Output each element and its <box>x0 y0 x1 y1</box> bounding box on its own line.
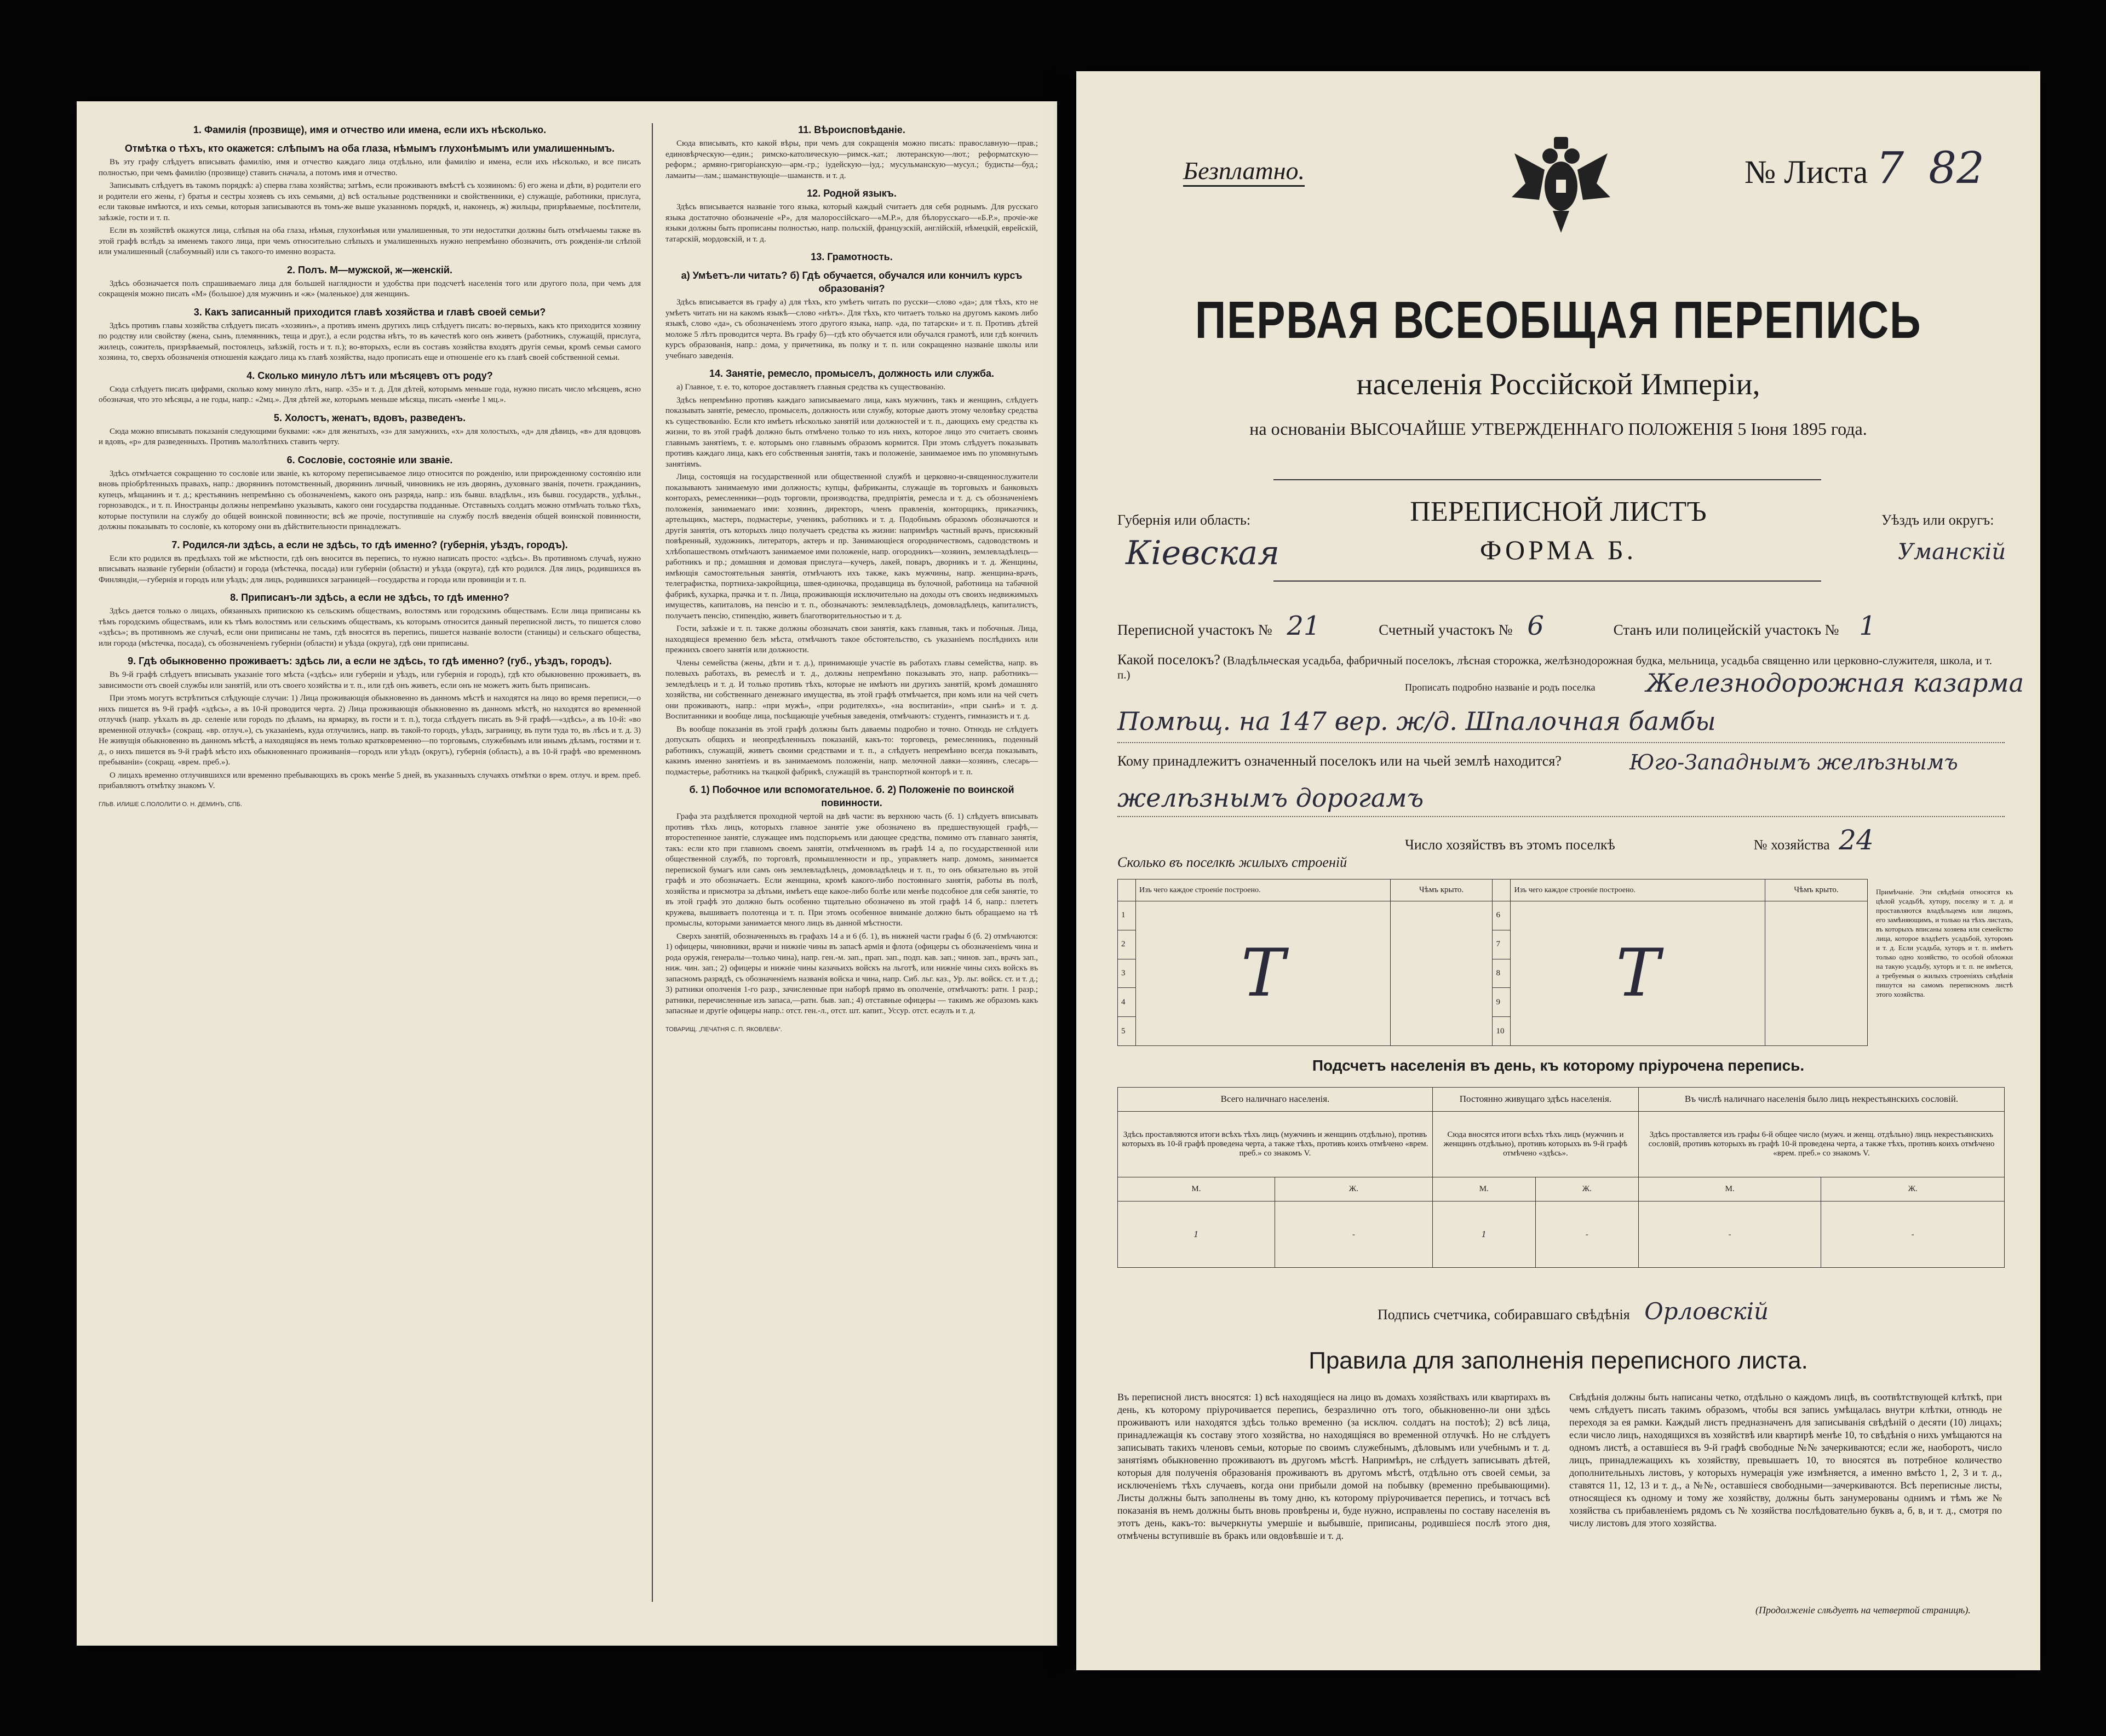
col1-paragraph: Сюда слѣдуетъ писать цифрами, сколько кому минуло лѣтъ, напр. «35» и т. д. Для дѣтей, которымъ меньше года, нужно писать число мѣсяцевъ, ясно обозначая, что это мѣсяцы, а не годы, напр.: «2мц.». Для дѣтей же, которымъ меньше мѣсяца, писать «менѣе 1 мц.». <box>99 384 641 404</box>
col2-heading: 13. Грамотность. <box>811 251 893 262</box>
col2-printer-line: ТОВАРИЩ. „ПЕЧАТНЯ С. П. ЯКОВЛЕВА“. <box>665 1026 782 1033</box>
col1-printer-line: ГЛЬВ. ИЛИШЕ С.ПОЛОЛИТИ О. Н. ДЕМИНЪ, СПБ. <box>99 801 242 808</box>
m-label: М. <box>1432 1177 1535 1202</box>
rules-column-2: Свѣдѣнія должны быть написаны четко, отдѣльно о каждомъ лицѣ, въ соотвѣтствующей клѣткѣ, при чемъ слѣдуетъ писать такимъ образомъ, чтобы вся запись умѣщалась внутри клѣтки, отнюдь не переходя за ея рамки. Каждый листъ предназначенъ для записыванія свѣдѣній о десяти (10) лицахъ; если число лицъ, находящихся въ хозяйствѣ или квартирѣ менѣе 10, то свѣдѣнія о нихъ умѣщаются на одномъ листѣ, а оставшіеся въ 9-й графѣ свободные №№ зачеркиваются; если же, наоборотъ, число лицъ, принадлежащихъ къ хозяйству, превышаетъ 10, то вносятся въ потребное количество дополнительныхъ листовъ, у которыхъ нумерація уже измѣняется, а именно вмѣсто 1, 2, 3 и т. д., ставятся 11, 12, 13 и т. д., а №№, оставшіеся свободными—зачеркиваются. Всѣ переписные листы, относящіеся къ одному и тому же хозяйству, должны быть занумерованы однимъ и тѣмъ же № хозяйства съ прибавленіемъ рядомъ съ № хозяйства послѣдовательно буквъ а, б, в, и т. д., смотря по числу листовъ для этого хозяйства. <box>1569 1392 2002 1528</box>
uezd-label: Уѣздъ или округъ: <box>1881 512 1994 528</box>
col2-paragraph: Здѣсь вписывается названіе того языка, который каждый считаетъ для себя роднымъ. Для русскаго языка достаточно обозначеніе «Р», для малороссійскаго—«М.Р.», для бѣлорусскаго—«Б.Р.», прочіе-же языки должны быть прописаны полностью, напр. польскій, французскій, англійскій, нѣмецкій, еврейскій, татарскій, мордовскій, и т. д. <box>665 203 1038 244</box>
stan-label: Станъ или полицейскій участокъ № <box>1613 622 1839 638</box>
col1-heading: 5. Холостъ, женатъ, вдовъ, разведенъ. <box>273 412 466 423</box>
buildings-header-roof-2: Чѣмъ крыто. <box>1765 880 1868 901</box>
right-column-instructions <box>665 118 1038 1035</box>
province-value: Кіевская <box>1126 534 1279 572</box>
pop-total-m: 1 <box>1118 1202 1275 1268</box>
col1-heading: 7. Родился-ли здѣсь, а если не здѣсь, то гдѣ именно? (губернія, уѣздъ, городъ). <box>171 539 568 550</box>
free-label: Безплатно. <box>1183 156 1305 187</box>
row-number: 2 <box>1118 930 1136 959</box>
row-number: 7 <box>1493 930 1511 959</box>
pop-col3-title: Въ числѣ наличнаго населенія было лицъ некрестьянскихъ сословій. <box>1638 1088 2004 1112</box>
buildings-note: Примѣчаніе. Эти свѣдѣнія относятся къ цѣлой усадьбѣ, хутору, поселку и т. д. и проставляются владѣльцемъ или лицомъ, его замѣняющимъ, и только на тѣхъ листахъ, въ которыхъ вписаны хозяева или семейство лица, которое владѣетъ усадьбой, хуторомъ и т. д. Если усадьба, хуторъ и т. п. имѣетъ только одно хозяйство, то особой обложки на такую усадьбу, хуторъ и т. п. не имѣется, а требуемыя о жилыхъ строеніяхъ свѣдѣнія пишутся на самомъ переписномъ листѣ этого хозяйства. <box>1876 888 2013 998</box>
settlement-value-2: Помѣщ. на 147 вер. ж/д. Шпалочная бамбы <box>1117 706 1716 736</box>
signature-label: Подпись счетчика, собиравшаго свѣдѣнія <box>1378 1307 1630 1323</box>
pop-col2-title: Постоянно живущаго здѣсь населенія. <box>1432 1088 1638 1112</box>
sheet-number-label: № Листа <box>1745 154 1868 190</box>
row-number: 1 <box>1118 901 1136 930</box>
census-district-value: 21 <box>1287 611 1321 641</box>
buildings-handwriting-right: Т <box>1511 901 1765 1046</box>
col1-heading: 4. Сколько минуло лѣтъ или мѣсяцевъ отъ роду? <box>246 370 493 381</box>
col1-paragraph: О лицахъ временно отлучившихся или временно пребывающихъ въ срокъ менѣе 5 дней, въ указанныхъ случаяхъ отмѣтки о врем. отлуч. и врем. преб. прибавляютъ отмѣтку знакомъ V. <box>99 771 641 790</box>
pop-nonpeasant-m: - <box>1638 1202 1821 1268</box>
col1-heading: 8. Приписанъ-ли здѣсь, а если не здѣсь, то гдѣ именно? <box>230 592 509 603</box>
col2-paragraph: Графа эта раздѣляется проходной чертой на двѣ части: въ верхнюю часть (б. 1) слѣдуетъ вписывать противъ тѣхъ лицъ, которыхъ главное занятіе уже обозначено въ предшествующей графѣ,—второстепенное занятіе, служащее имъ подспорьемъ или дающее средства, помимо отъ главнаго занятія, такъ: если кто при главномъ своемъ занятіи, отмѣченномъ въ графѣ 14 а, по государственной или общественной службѣ, по торговлѣ, промышленности и пр., управляетъ напр. домомъ, занимается перепиской бумагъ или самъ онъ землевладѣлецъ, домовладѣлецъ и т. п., то онъ обязательно въ этой графѣ и это обозначаетъ. Если женщина, кромѣ какого-либо постояннаго занятія, работы въ полѣ, хозяйства и присмотра за дѣтьми, имѣетъ еще какое-либо болѣе или менѣе подсобное для себя занятіе, то въ этой графѣ это должно быть особенно тщательно обозначено въ этой графѣ 14 б, напр.: плететъ кружева, вышиваетъ полотенца и т. п. При этомъ особенное вниманіе должно быть обращаемо на тѣ промыслы, которыми занимается много лицъ въ данной мѣстности. <box>665 812 1038 928</box>
pop-col3-text: Здѣсь проставляется изъ графы 6-й общее число (мужч. и женщ. отдѣльно) лицъ некрестьянскихъ сословій, противъ которыхъ въ графѣ 10-й проведена черта, а также тѣхъ, противъ коихъ отмѣчено «врем. преб.» со знакомъ V. <box>1638 1111 2004 1177</box>
pop-nonpeasant-f: - <box>1821 1202 2005 1268</box>
column-divider <box>652 123 653 1602</box>
col1-paragraph: Здѣсь противъ главы хозяйства слѣдуетъ писать «хозяинъ», а противъ именъ другихъ лицъ слѣдуетъ писать: во-первыхъ, какъ кто приходится хозяину по родству или свойству (жена, сынъ, племянникъ, теща и друг.), а если родства нѣтъ, то въ качествѣ кого онъ живетъ (работникъ, служащій, прислуга, жилецъ, сожитель, призрѣваемый, постоялецъ, заѣзжій, гость и т. п.); во-вторыхъ, если въ составъ хозяйства входятъ другія семьи, кромѣ семьи самого хозяина, то, сверхъ обозначенія отношенія каждаго лица къ главѣ хозяйства, надо прописать еще и отношеніе его къ главѣ своей собственной семьи. <box>99 321 641 362</box>
col2-heading: а) Умѣетъ-ли читать? б) Гдѣ обучается, обучался или кончилъ курсъ образованія? <box>681 270 1023 294</box>
buildings-label: Сколько въ поселкѣ жилыхъ строеній <box>1117 854 1347 870</box>
col2-heading: б. 1) Побочное или вспомогательное. б. 2) Положеніе по воинской повинности. <box>689 784 1014 808</box>
col2-paragraph: а) Главное, т. е. то, которое доставляетъ главныя средства къ существованію. <box>676 383 946 392</box>
settlement-rule <box>1117 742 2005 743</box>
col2-paragraph: Гости, заѣзжіе и т. п. также должны обозначать свои занятія, какъ главныя, такъ и побочныя. Лица, находящіеся временно безъ мѣста, отмѣчаютъ такое обстоятельство, съ указаніемъ послѣднихъ или прежнихъ своего занятія или должности. <box>665 624 1038 654</box>
row-number: 4 <box>1118 988 1136 1017</box>
count-district-value: 6 <box>1527 611 1544 641</box>
pop-col2-text: Сюда вносятся итоги всѣхъ тѣхъ лицъ (мужчинъ и женщинъ отдѣльно), противъ которыхъ въ 9-й графѣ отмѣчено «здѣсь». <box>1432 1111 1638 1177</box>
col2-heading: 11. Вѣроисповѣданіе. <box>798 124 905 135</box>
census-basis: на основаніи ВЫСОЧАЙШЕ УТВЕРЖДЕННАГО ПОЛОЖЕНІЯ 5 Іюня 1895 года. <box>1249 419 1867 439</box>
col1-paragraph: Если кто родился въ предѣлахъ той же мѣстности, гдѣ онъ вносится въ перепись, то нужно написать просто: «здѣсь». Въ противномъ случаѣ, нужно вписывать названіе губерніи (области) и города (мѣстечка, посада) или губерніи (области) и уѣзда (округа), гдѣ кто родился. Для лицъ, родившихся въ Финляндіи,—губернія и городъ или уѣздъ; для лицъ, родившихся заграницей—государства и города или провинціи и т. п. <box>99 554 641 584</box>
col2-paragraph: Въ вообще показанія въ этой графѣ должны быть даваемы подробно и точно. Отнюдь не слѣдуетъ допускать общихъ и неопредѣленныхъ показаній, какъ-то: торговецъ, ремесленникъ, поденный работникъ, служащій, живетъ своими средствами и т. п., а слѣдуетъ непремѣнно всегда показывать, какимъ именно занятіемъ и въ занимаемомъ положеніи, напр. мелочной лавки—хозяинъ, слесарь—подмастерье, работникъ на ткацкой фабрикѣ, служащій въ транспортной конторѣ и т. п. <box>665 725 1038 777</box>
col2-paragraph: Сверхъ занятій, обозначенныхъ въ графахъ 14 а и 6 (б. 1), въ нижней части графы б (б. 2) отмѣчаются: 1) офицеры, чиновники, врачи и нижніе чины въ запасѣ армія и флота (офицеры съ обозначеніемъ чина и рода оружія, генералы—только чина), напр. ген.-м. зап., прап. зап., подп. кав. зап.; чинов. зап., врачъ зап., ниж. чин. зап.; 2) офицеры и нижніе чины казачьихъ войскъ на льготѣ, или нижніе чины сихъ войскъ въ запасномъ разрядѣ, съ обозначеніемъ названія войска и чина, напр. Сиб. льг. каз., Ур. льг. войск. ст. и т. д.; 3) ратники ополченія 1-го разр., зачисленные при наборѣ прямо въ ополченіе, отмѣчаютъ: ратн. 1 разр.; ратники, перечисленные изъ запаса,—ратн. быв. зап.; 4) отставные офицеры — такимъ же образомъ какъ запасные и другіе офицеры напр.: отст. ген.-л., отст. шт. капит., Уссур. отст. есаулъ и т. д. <box>665 932 1038 1015</box>
pop-total-f: - <box>1275 1202 1432 1268</box>
pop-resident-f: - <box>1535 1202 1638 1268</box>
col2-heading: 14. Занятіе, ремесло, промыселъ, должность или служба. <box>709 368 995 379</box>
household-number-label: № хозяйства <box>1753 837 1830 853</box>
row-number: 9 <box>1493 988 1511 1017</box>
col2-paragraph: Здѣсь вписывается въ графу а) для тѣхъ, кто умѣетъ читать по русски—слово «да»; для тѣхъ, кто не умѣетъ читать ни на какомъ языкѣ—слово «нѣтъ». Для тѣхъ, кто читаетъ только на другомъ какомъ либо языкѣ, слово «да», съ обозначеніемъ этого другого языка, напр. «да, по татарски» и т. п. Противъ дѣтей моложе 5 лѣтъ проводится черта. Въ графу б)—гдѣ кто обучается или обучался грамотѣ, или гдѣ кончилъ курсъ образованія, напр.: дома, у причетника, въ полку и т. п. или сокращенно названіе школы или учебнаго заведенія. <box>665 298 1038 360</box>
buildings-handwriting-left: Т <box>1136 901 1391 1046</box>
col2-paragraph: Лица, состоящія на государственной или общественной службѣ и церковно-и-священнослужители показываютъ занимаемую ими должность; купцы, фабриканты, служащіе въ торговыхъ и банковыхъ конторахъ, ремесленники—родъ торговли, производства, предпріятія, ремесла и т. д. съ обозначеніемъ положенія, занимаемаго ими: хозяинъ, директоръ, членъ правленія, конторщикъ, приказчикъ, артельщикъ, мастеръ, подмастерье, ученикъ, работникъ и т. д. Подобнымъ образомъ обозначаются и другія занятія, отъ которыхъ лицо получаетъ средства къ жизни: напримѣръ частный врачъ, присяжный повѣренный, художникъ, литераторъ, актеръ и пр. Занимающіеся огородничествомъ, садоводствомъ и хлѣбопашествомъ отмѣчаютъ занимаемое ими положеніе, напр. огородникъ—хозяинъ, землевладѣлецъ—работникъ и пр.; домашняя и домовая прислуга—кучеръ, лакей, поваръ, дворникъ и т. д. Женщины, имѣющія самостоятельныя занятія, отмѣчаютъ ихъ также, какъ мужчины, напр. женщина-врачъ, телеграфистка, портниха-закройщица, швея-одиночка, продавщица въ булочной, работница на табачной фабрикѣ, кухарка, прачка и т. п. Лица, проживающія исключительно на доходы отъ своихъ недвижимыхъ имуществъ, капиталовъ, на пенсію и т. п., обозначаютъ: землевладѣлецъ, домовладѣлецъ, капиталистъ, получаетъ пенсію, стипендію, живетъ благотворительностью и т. д. <box>665 473 1038 620</box>
uezd-value: Уманскій <box>1898 539 2006 565</box>
col1-heading: 2. Полъ. М—мужской, ж—женскій. <box>287 264 452 275</box>
settlement-value-1: Железнодорожная казарма <box>1646 668 2024 698</box>
stan-value: 1 <box>1859 611 1876 641</box>
pop-resident-m: 1 <box>1432 1202 1535 1268</box>
form-title: ПЕРЕПИСНОЙ ЛИСТЪ <box>1410 496 1707 527</box>
col1-heading: 3. Какъ записанный приходится главѣ хозяйства и главѣ своей семьи? <box>193 306 546 318</box>
row-number: 10 <box>1493 1017 1511 1046</box>
col2-heading: 12. Родной языкъ. <box>807 188 897 199</box>
col1-paragraph: Въ 9-й графѣ слѣдуетъ вписывать указаніе того мѣста («здѣсь» или губерніи и уѣздъ, или губернія и городъ), гдѣ кто обыкновенно проживаетъ, въ зависимости отъ своей службы или занятій, или отъ своего хозяйства и т. п., или гдѣ онъ живетъ, если онъ не можетъ жить быть приписанъ. <box>99 670 641 690</box>
col1-heading: 6. Сословіе, состояніе или званіе. <box>286 454 453 465</box>
form-rule <box>1273 580 1821 582</box>
f-label: Ж. <box>1275 1177 1432 1202</box>
sheet-number-corner: 82 <box>1929 142 1984 193</box>
col1-paragraph: Записывать слѣдуетъ въ такомъ порядкѣ: а) сперва глава хозяйства; затѣмъ, если проживаютъ вмѣстѣ съ хозяиномъ: б) его жена и дѣти, в) родители его и родители его жены, г) братья и сестры хозяевъ съ ихъ семьями, д) всѣ остальные родственники и свойственники, е) служащіе, работники, прислуга, если таковые имѣются, и ихъ семьи, которыя записываются въ томъ-же выше указанномъ порядкѣ, и, наконецъ, ж) жильцы, призрѣваемые, посѣтители, заѣзжіе, гости и т. п. <box>99 181 641 222</box>
buildings-header-material-2: Изъ чего каждое строеніе построено. <box>1511 880 1765 901</box>
row-number: 5 <box>1118 1017 1136 1046</box>
col1-heading: 9. Гдѣ обыкновенно проживаетъ: здѣсь ли, а если не здѣсь, то гдѣ именно? (губ., уѣздъ, городъ). <box>128 656 612 666</box>
col1-paragraph: Если въ хозяйствѣ окажутся лица, слѣпыя на оба глаза, нѣмыя, глухонѣмыя или умалишенныя, то эти недостатки должны быть отмѣчаемы также въ этой графѣ вслѣдъ за именемъ такого лица, при чемъ относительно слѣпыхъ и умалишенныхъ нужно непремѣнно обозначить, отъ рожденія-ли слѣпой или умалишенный (слабоумный) или съ такого-то именно возраста. <box>99 226 641 256</box>
population-table <box>1117 1087 2005 1268</box>
left-page <box>77 101 1057 1646</box>
continuation-note: (Продолженіе слѣдуетъ на четвертой страницѣ). <box>1755 1605 1971 1616</box>
rules-title: Правила для заполненія переписного листа. <box>1309 1347 1808 1374</box>
left-column-instructions <box>99 118 641 810</box>
header-rule <box>1273 479 1821 480</box>
col1-paragraph: Въ эту графу слѣдуетъ вписывать фамилію, имя и отчество каждаго лица отдѣльно, или фамилію и имена, если ихъ нѣсколько, и все писать полностью, при чемъ фамилію (прозвище) ставить сначала, а потомъ имя и отчество. <box>99 158 641 177</box>
population-title: Подсчетъ населенія въ день, къ которому пріурочена перепись. <box>1312 1057 1805 1074</box>
col2-paragraph: Сюда вписывать, кто какой вѣры, при чемъ для сокращенія можно писать: православную—прав.; единовѣрческую—един.; римско-католическую—римск.-кат.; лютеранскую—лют.; реформатскую—реформ.; армяно-григоріанскую—арм.-гр.; іудейскую—іуд.; мусульманскую—мусул.; будисты—буд.; ламаиты—лам.; шаманствующіе—шаманств. и т. д. <box>665 139 1038 180</box>
settlement-hint: (Владѣльческая усадьба, фабричный поселокъ, лѣсная сторожка, желѣзнодорожная будка, мельница, усадьба священно или церковно-служителя, школа, и т. п.) <box>1117 654 1992 681</box>
pop-col1-text: Здѣсь проставляются итоги всѣхъ тѣхъ лицъ (мужчинъ и женщинъ отдѣльно), противъ которыхъ въ 10-й графѣ проведена черта, а также тѣхъ, противъ коихъ отмѣчено «врем. преб.» со знакомъ V. <box>1118 1111 1433 1177</box>
census-title: ПЕРВАЯ ВСЕОБЩАЯ ПЕРЕПИСЬ <box>1195 291 1922 349</box>
row-number: 8 <box>1493 959 1511 988</box>
households-label: Число хозяйствъ въ этомъ поселкѣ <box>1405 837 1615 853</box>
province-label: Губернія или область: <box>1117 512 1251 528</box>
imperial-eagle-emblem <box>1509 131 1613 235</box>
pop-col1-title: Всего наличнаго населенія. <box>1118 1088 1433 1112</box>
census-subtitle: населенія Россійской Имперіи, <box>1356 367 1760 401</box>
settlement-label: Какой поселокъ? <box>1117 652 1220 668</box>
sheet-number-value: 7 <box>1876 142 1904 193</box>
m-label: М. <box>1118 1177 1275 1202</box>
col1-heading: 1. Фамилія (прозвище), имя и отчество или имена, если ихъ нѣсколько. <box>193 124 547 135</box>
col1-paragraph: Здѣсь обозначается полъ спрашиваемаго лица для большей наглядности и удобства при подсчетѣ населенія того или другого пола, при чемъ для сокращенія можно писать «М» (большое) для мужчинъ и «ж» (маленькое) для женщинъ. <box>99 279 641 298</box>
row-number: 3 <box>1118 959 1136 988</box>
right-page <box>1076 71 2040 1670</box>
owner-value-2: желѣзнымъ дорогамъ <box>1117 783 1424 813</box>
col2-paragraph: Члены семейства (жены, дѣти и т. д.), принимающіе участіе въ работахъ главы семейства, напр. въ полевыхъ работахъ, въ ремеслѣ и т. д., должны непремѣнно показывать это, напр. работникъ—земледѣлецъ и т. д. И только противъ тѣхъ, которые не имѣютъ ни другихъ занятій, кромѣ домашняго хозяйства, ни собственнаго денежнаго имущества, въ этой графѣ отмѣчается, при комъ или на чей счетъ они проживаютъ, напр.: «при мужѣ», «при родителяхъ», «на воспитаніи», «при сынѣ» и т. д. Воспитанники и вообще лица, посѣщающіе учебныя заведенія, отмѣчаютъ: студентъ, гимназистъ и т. д. <box>665 658 1038 721</box>
m-label: М. <box>1638 1177 1821 1202</box>
col1-paragraph: Здѣсь отмѣчается сокращенно то сословіе или званіе, къ которому переписываемое лицо относится по рожденію, или прирожденному состоянію или вновь пріобрѣтенныхъ правахъ, напр.: дворянинъ потомственный, дворянинъ личный, чиновникъ не изъ дворянъ, духовнаго званія, почетн. гражданинъ, купецъ, мѣщанинъ и т. д.; крестьянинъ непремѣнно съ обозначеніемъ, какого онъ разряда, напр.: изъ бывш. владѣльч., изъ бывш. государств., удѣльн., горнозаводск., и т. п. Иностранцы должны непремѣнно указывать, какого они государства подданные. Отставныхъ солдатъ можно отмѣчать только тѣхъ, которые поступили на службу до общей воинской повинности; всѣ же прочіе, поступившіе на службу послѣ введенія общей воинской повинности, должны показывать то сословіе, къ которому они въ дѣйствительности принадлежатъ. <box>99 469 641 531</box>
owner-rule <box>1117 816 2005 817</box>
signature-value: Орловскій <box>1644 1298 1769 1325</box>
rules-column-1: Въ переписной листъ вносятся: 1) всѣ находящіеся на лицо въ домахъ хозяйствахъ или квартирахъ въ день, къ которому пріурочивается перепись, безразлично отъ того, обыкновенно-ли они здѣсь проживаютъ или находятся здѣсь только временно (за исключ. солдатъ на постоѣ); 2) всѣ лица, принадлежащія къ составу этого хозяйства, но находящіяся во временной отлучкѣ. Но не слѣдуетъ записывать такихъ членовъ семьи, которые по своимъ служебнымъ, дѣловымъ или учебнымъ и т. д. занятіямъ обыкновенно проживаютъ въ другомъ мѣстѣ. Напримѣръ, не слѣдуетъ записывать дѣтей, которыя для полученія образованія проживаютъ въ другомъ мѣстѣ, отдѣльно отъ своей семьи, за исключеніемъ тѣхъ случаевъ, когда они прибыли домой на побывку (временно пребывающими). Листы должны быть заполнены въ тому дню, къ которому пріурочивается перепись, и тотчасъ всѣ показанія въ немъ должны быть вновь провѣрены и, буде нужно, исправлены по составу населенія въ этотъ день, какъ-то: вычеркнуты умершіе и выбывшіе, приписаны, родившіеся послѣ этого дня, отмѣчены вступившіе въ бракъ или овдовѣвшіе и т. д. <box>1117 1392 1550 1541</box>
owner-label: Кому принадлежитъ означенный поселокъ или на чьей землѣ находится? <box>1117 753 1562 769</box>
count-district-label: Счетный участокъ № <box>1379 622 1513 638</box>
owner-value-1: Юго-Западнымъ желѣзнымъ <box>1629 750 1958 774</box>
col1-paragraph: Здѣсь дается только о лицахъ, обязанныхъ припискою къ сельскимъ обществамъ, волостямъ или городскимъ обществамъ. Если лица приписаны къ тѣмъ городскимъ обществамъ, или къ тѣмъ волостямъ или сельскимъ обществамъ, къ которымъ относится данный переписной листъ, то пишется слово «здѣсь»; въ противномъ же случаѣ, если они приписаны не тамъ, гдѣ вносятся въ перепись, пишется названіе волости (станицы) и сельскаго общества, или города (мѣстечка, посада), съ обозначеніемъ губерніи (области) и уѣзда (округа), гдѣ они приписаны. <box>99 607 641 648</box>
col1-paragraph: Сюда можно вписывать показанія следующими буквами: «ж» для женатыхъ, «з» для замужнихъ, «х» для холостыхъ, «д» для дѣвицъ, «в» для вдовцовъ и вдовъ, «р» для разведенныхъ. Противъ малолѣтнихъ ставить черту. <box>99 427 641 446</box>
buildings-header-roof: Чѣмъ крыто. <box>1390 880 1493 901</box>
buildings-table <box>1117 879 1868 1046</box>
col2-paragraph: Здѣсь непремѣнно противъ каждаго записываемаго лица, какъ мужчинъ, такъ и женщинъ, слѣдуетъ показывать занятіе, ремесло, промыселъ, должность или службу, которые даютъ этому человѣку средства къ существованію. Если кто имѣетъ нѣсколько занятій или должностей и т. п., дающихъ ему средства къ жизни, то въ этой графѣ должно быть отмѣчено только то изъ нихъ, которое лицо это считаетъ своимъ главнымъ занятіемъ, т. е. которымъ оно главнымъ образомъ кормится. При этомъ слѣдуетъ показывать противъ каждаго лица, какъ его собственныя занятія, такъ и положеніе, занимаемое имъ по упомянутымъ занятіямъ. <box>665 395 1038 469</box>
col1-heading: Отмѣтка о тѣхъ, кто окажется: слѣпымъ на оба глаза, нѣмымъ глухонѣмымъ или умалишеннымъ. <box>124 143 615 154</box>
buildings-header-material: Изъ чего каждое строеніе построено. <box>1136 880 1391 901</box>
row-number: 6 <box>1493 901 1511 930</box>
census-district-label: Переписной участокъ № <box>1117 622 1272 638</box>
form-name: ФОРМА Б. <box>1479 534 1637 565</box>
settlement-hint2: Прописать подробно названіе и родъ поселка <box>1405 682 1596 693</box>
f-label: Ж. <box>1535 1177 1638 1202</box>
f-label: Ж. <box>1821 1177 2005 1202</box>
col1-paragraph: При этомъ могутъ встрѣтиться слѣдующіе случаи: 1) Лица проживающія обыкновенно въ данномъ мѣстѣ и находятся на лицо во время переписи,—о нихъ пишется въ 9-й графѣ «здѣсь», а въ 10-й проводится черта. 2) Лица проживающія обыкновенно въ данномъ мѣстѣ, но находятся во временной отлучкѣ (напр. уѣхалъ въ др. селеніе или городъ по дѣламъ, на ярмарку, въ гости и т. п.), тогда слѣдуетъ писать въ 9-й графѣ—«здѣсь», а въ 10-й: «во временной отлучкѣ» (сокращ. «вр. отлуч.»), съ указаніемъ, куда отлучились, напр. въ такой-то городъ, уѣздъ, заграницу, въ пути туда то, въ лѣсъ и т. д. 3) Не живущія обыкновенно въ данномъ мѣстѣ, а находящіяся въ немъ только кратковременно—по торговымъ, служебнымъ или инымъ дѣламъ, гостями и т. д., о нихъ пишется въ 9-й графѣ мѣсто ихъ обыкновеннаго проживанія—городъ или уѣздъ (округъ), губернія (область), а въ 10-й графѣ «во временномъ пребываніи» (сокращ. «врем. преб.»). <box>99 694 641 767</box>
household-number-value: 24 <box>1839 824 1874 856</box>
